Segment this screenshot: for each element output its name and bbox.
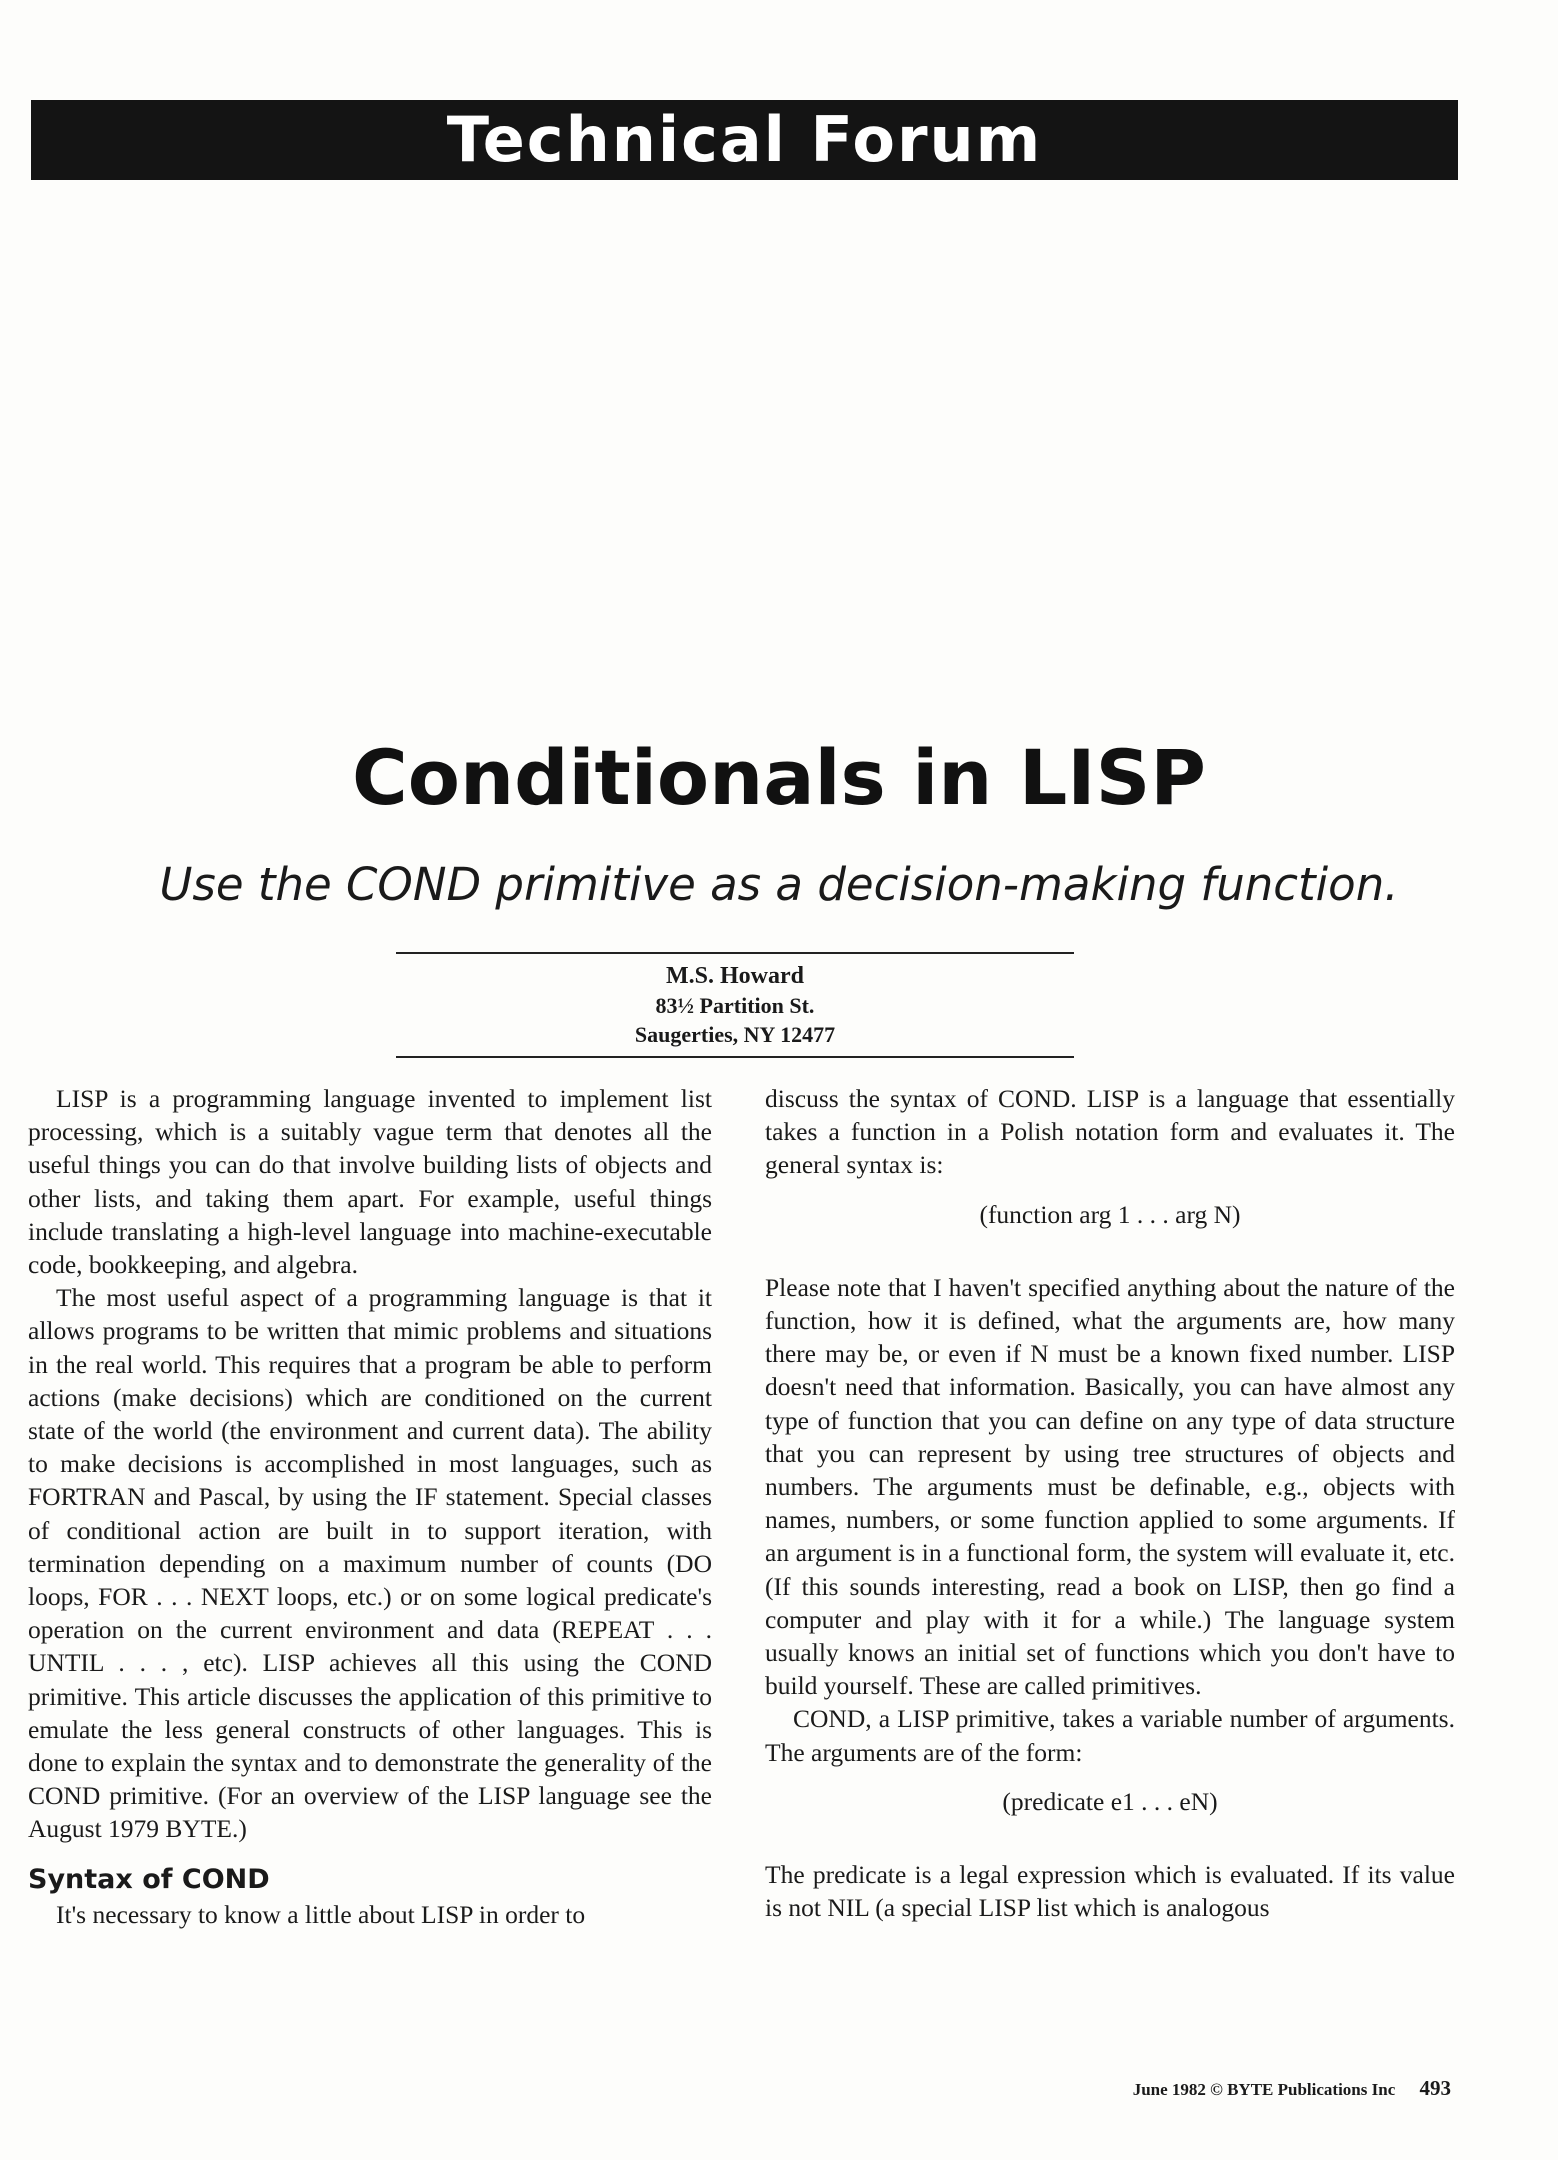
section-banner-label: Technical Forum — [446, 103, 1043, 176]
paragraph: LISP is a programming language invented to implement list processing, which is a suitably vague term that denotes all the useful things you can do that involve building lists of objects and other lists, and taking them apart. For example, useful things include translating a high-level language into machine-executable code, bookkeeping, and algebra. — [28, 1084, 712, 1280]
footer-credit: June 1982 © BYTE Publications Inc — [1132, 2080, 1396, 2099]
paragraph: The predicate is a legal expression which is evaluated. If its value is not NIL (a special LISP list which is analogous — [765, 1860, 1455, 1923]
paragraph: discuss the syntax of COND. LISP is a language that essentially takes a function in a Polish notation form and evaluates it. The general syntax is: — [765, 1084, 1455, 1180]
paragraph: The most useful aspect of a programming language is that it allows programs to be written that mimic problems and situations in the real world. This requires that a program be able to perform actions (make decisions) which are conditioned on the current state of the world (the environment and current data). The ability to make decisions is accomplished in most languages, such as FORTRAN and Pascal, by using the IF statement. Special classes of conditional action are built in to support iteration, with termination depending on a maximum number of counts (DO loops, FOR . . . NEXT loops, etc.) or on some logical predicate's operation on the current environment and data (REPEAT . . . UNTIL . . . , etc). LISP achieves all this using the COND primitive. This article discusses the application of this primitive to emulate the less general constructs of other languages. This is done to explain the syntax and to demonstrate the generality of the COND primitive. (For an overview of the LISP language see the August 1979 BYTE.) — [28, 1283, 712, 1844]
article-subtitle: Use the COND primitive as a decision-making function. — [159, 858, 1399, 911]
author-name: M.S. Howard — [666, 963, 804, 989]
left-column — [28, 1082, 712, 1931]
paragraph: Please note that I haven't specified anything about the nature of the function, how it is defined, what the arguments are, how many there may be, or even if N must be a known fixed number. LISP doesn't need that information. Basically, you can have almost any type of function that you can define on any type of data structure that you can represent by using tree structures of objects and numbers. The arguments must be definable, e.g., objects with names, numbers, or some function applied to some arguments. If an argument is in a functional form, the system will evaluate it, etc. (If this sounds interesting, read a book on LISP, then go find a computer and play with it for a while.) The language system usually knows an initial set of functions which you don't have to build yourself. These are called primitives. — [765, 1272, 1455, 1701]
paragraph: It's necessary to know a little about LISP in order to — [56, 1899, 586, 1929]
author-city: Saugerties, NY 12477 — [634, 1022, 836, 1047]
section-heading: Syntax of COND — [28, 1863, 270, 1895]
paragraph: COND, a LISP primitive, takes a variable number of arguments. The arguments are of the form: — [765, 1704, 1455, 1767]
author-street: 83½ Partition St. — [655, 993, 815, 1018]
page-footer — [1133, 2075, 1451, 2103]
section-banner — [31, 100, 1458, 180]
syntax-formula: (predicate e1 . . . eN) — [1002, 1786, 1218, 1816]
byline-bottom-rule — [396, 1056, 1074, 1058]
page-number: 493 — [1419, 2076, 1451, 2100]
right-column — [765, 1082, 1455, 1924]
article-title: Conditionals in LISP — [351, 733, 1207, 822]
syntax-formula: (function arg 1 . . . arg N) — [979, 1199, 1241, 1229]
author-byline — [396, 962, 1074, 1049]
byline-top-rule — [396, 952, 1074, 954]
